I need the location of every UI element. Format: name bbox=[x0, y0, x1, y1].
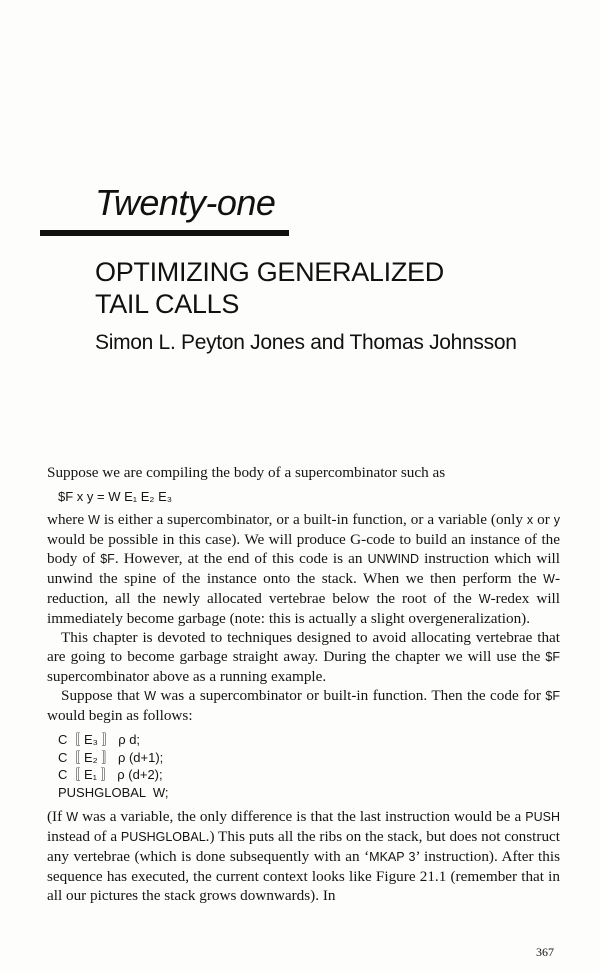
code-term: PUSHGLOBAL bbox=[120, 830, 206, 844]
paragraph-3: Suppose that W was a supercombinator or built-in function. Then the code for $F would begin as follows: bbox=[47, 687, 560, 724]
chapter-title-line-1: OPTIMIZING GENERALIZED bbox=[95, 257, 444, 287]
example-code: $F x y = W E₁ E₂ E₃ bbox=[58, 489, 173, 504]
paragraph-2: This chapter is devoted to techniques designed to avoid allocating vertebrae that are going to become garbage straight away. During the chapter we will use the $F supercombinator above as a running example. bbox=[47, 629, 560, 685]
intro-paragraph: Suppose we are compiling the body of a supercombinator such as bbox=[47, 464, 446, 481]
code-line: C〚 E₁ 〛 ρ (d+2); bbox=[58, 767, 163, 782]
code-term: $F bbox=[100, 552, 115, 566]
code-line: PUSHGLOBAL W; bbox=[58, 784, 169, 800]
code-term: W bbox=[66, 810, 79, 824]
code-term: W bbox=[144, 689, 157, 703]
code-term: x bbox=[526, 513, 534, 527]
chapter-title bbox=[95, 256, 444, 320]
chapter-title-line-2: TAIL CALLS bbox=[95, 289, 240, 319]
code-term: $F bbox=[545, 689, 560, 703]
code-term: UNWIND bbox=[367, 552, 419, 566]
code-term: W bbox=[543, 572, 555, 586]
code-line: C〚 E₃ 〛 ρ d; bbox=[58, 732, 141, 747]
code-term: W bbox=[478, 592, 491, 606]
code-block bbox=[47, 731, 560, 801]
page-number: 367 bbox=[536, 945, 554, 959]
paragraph-1: where W is either a supercombinator, or a built-in function, or a variable (only x or y would be possible in this case). We will produce G-code to build an instance of the body of $F. However, at the end of this code is an UNWIND instruction which will unwind the spine of the instance onto the stack. When we then perform the W-reduction, all the newly allocated vertebrae below the root of the W-redex will immediately become garbage (note: this is actually a slight overgeneralization). bbox=[47, 511, 560, 627]
code-line: C〚 E₂ 〛 ρ (d+1); bbox=[58, 749, 164, 765]
paragraph-4: (If W was a variable, the only difference is that the last instruction would be a PUSH instead of a PUSHGLOBAL.) This puts all the ribs on the stack, but does not construct any vertebrae (which is done subsequently with an ‘MKAP 3’ instruction). After this sequence has executed, the current context looks like Figure 21.1 (remember that in all our pictures the stack grows downwards). In bbox=[47, 808, 560, 904]
chapter-authors: Simon L. Peyton Jones and Thomas Johnsson bbox=[95, 331, 517, 354]
code-term: MKAP 3 bbox=[369, 850, 416, 864]
code-term: $F bbox=[545, 650, 560, 664]
code-term: W bbox=[88, 513, 100, 527]
code-term: PUSH bbox=[525, 810, 560, 824]
code-term: y bbox=[553, 513, 560, 527]
body-text bbox=[47, 463, 560, 905]
chapter-label: Twenty-one bbox=[95, 182, 276, 223]
chapter-rule bbox=[40, 230, 289, 236]
